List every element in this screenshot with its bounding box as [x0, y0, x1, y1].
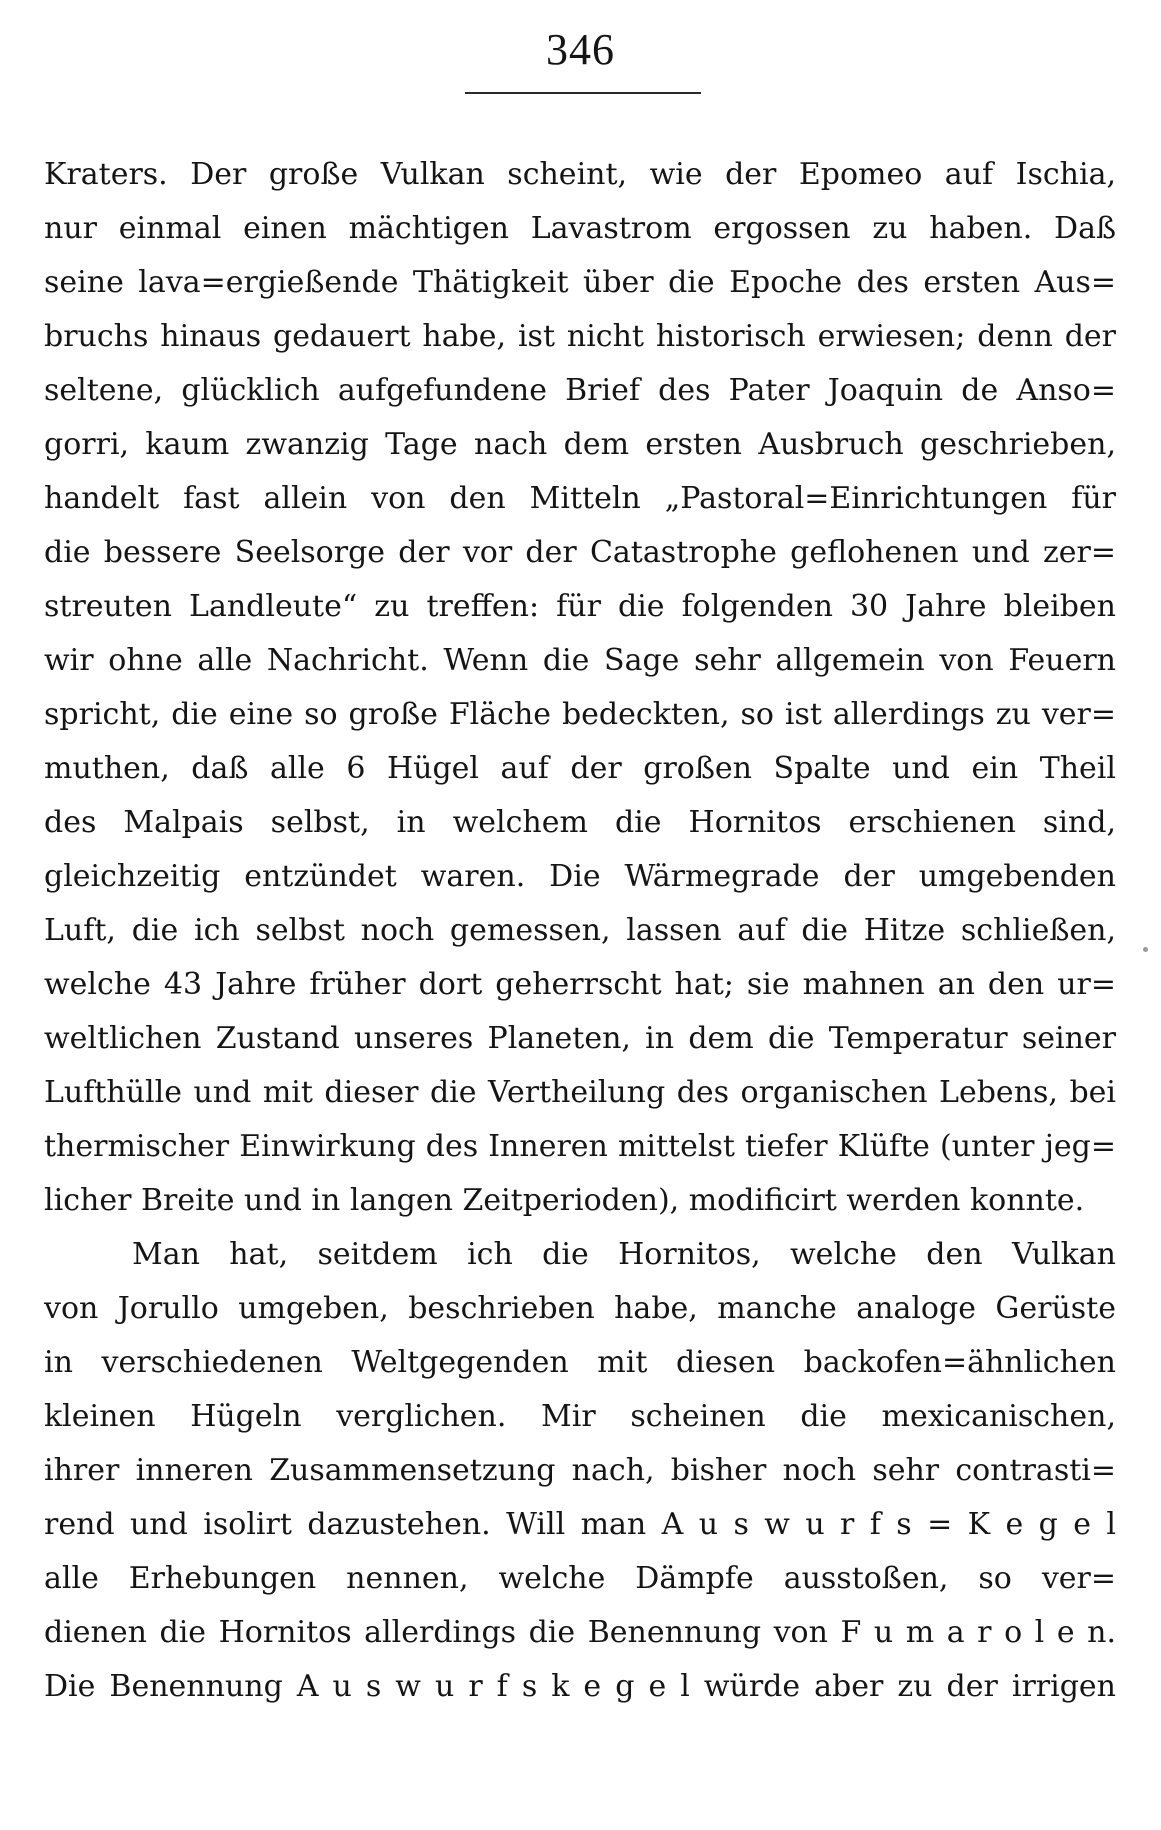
text-line: des Malpais selbst, in welchem die Hornitos erschienen sind,: [44, 805, 1116, 840]
ink-speck: [1143, 947, 1148, 952]
text-line: alle Erhebungen nennen, welche Dämpfe ausstoßen, so ver=: [44, 1561, 1116, 1596]
header-rule: [465, 92, 701, 94]
text-line: welche 43 Jahre früher dort geherrscht hat; sie mahnen an den ur=: [44, 967, 1116, 1002]
text-line: handelt fast allein von den Mitteln „Pastoral=Einrichtungen für: [44, 481, 1116, 516]
text-line: ihrer inneren Zusammensetzung nach, bisher noch sehr contrasti=: [44, 1453, 1116, 1488]
text-line: dienen die Hornitos allerdings die Benennung von F u m a r o l e n.: [44, 1615, 1116, 1650]
text-line: spricht, die eine so große Fläche bedeckten, so ist allerdings zu ver=: [44, 697, 1116, 732]
text-line: von Jorullo umgeben, beschrieben habe, manche analoge Gerüste: [44, 1291, 1116, 1326]
text-line: wir ohne alle Nachricht. Wenn die Sage sehr allgemein von Feuern: [44, 643, 1116, 678]
text-line: thermischer Einwirkung des Inneren mittelst tiefer Klüfte (unter jeg=: [44, 1129, 1116, 1164]
text-line: nur einmal einen mächtigen Lavastrom ergossen zu haben. Daß: [44, 211, 1116, 246]
text-line: gorri, kaum zwanzig Tage nach dem ersten Ausbruch geschrieben,: [44, 427, 1116, 462]
paragraph-start-line: Man hat, seitdem ich die Hornitos, welche den Vulkan: [132, 1237, 1116, 1272]
body-text: [44, 148, 1116, 1714]
text-line: streuten Landleute“ zu treffen: für die folgenden 30 Jahre bleiben: [44, 589, 1116, 624]
text-line: die bessere Seelsorge der vor der Catastrophe geflohenen und zer=: [44, 535, 1116, 570]
text-line: Luft, die ich selbst noch gemessen, lassen auf die Hitze schließen,: [44, 913, 1116, 948]
text-line: bruchs hinaus gedauert habe, ist nicht historisch erwiesen; denn der: [44, 319, 1116, 354]
text-line: Die Benennung A u s w u r f s k e g e l würde aber zu der irrigen: [44, 1669, 1116, 1704]
text-line: seine lava=ergießende Thätigkeit über die Epoche des ersten Aus=: [44, 265, 1116, 300]
text-line: seltene, glücklich aufgefundene Brief des Pater Joaquin de Anso=: [44, 373, 1116, 408]
text-line: in verschiedenen Weltgegenden mit diesen backofen=ähnlichen: [44, 1345, 1116, 1380]
text-line: Lufthülle und mit dieser die Vertheilung des organischen Lebens, bei: [44, 1075, 1116, 1110]
text-line: gleichzeitig entzündet waren. Die Wärmegrade der umgebenden: [44, 859, 1116, 894]
text-line: Kraters. Der große Vulkan scheint, wie der Epomeo auf Ischia,: [44, 157, 1116, 192]
text-line: rend und isolirt dazustehen. Will man A u s w u r f s = K e g e l: [44, 1507, 1116, 1542]
text-line: muthen, daß alle 6 Hügel auf der großen Spalte und ein Theil: [44, 751, 1116, 786]
text-line: kleinen Hügeln verglichen. Mir scheinen die mexicanischen,: [44, 1399, 1116, 1434]
page-number: 346: [546, 25, 615, 74]
paragraph-end-line: licher Breite und in langen Zeitperioden), modificirt werden konnte.: [44, 1183, 1085, 1218]
text-line: weltlichen Zustand unseres Planeten, in dem die Temperatur seiner: [44, 1021, 1116, 1056]
